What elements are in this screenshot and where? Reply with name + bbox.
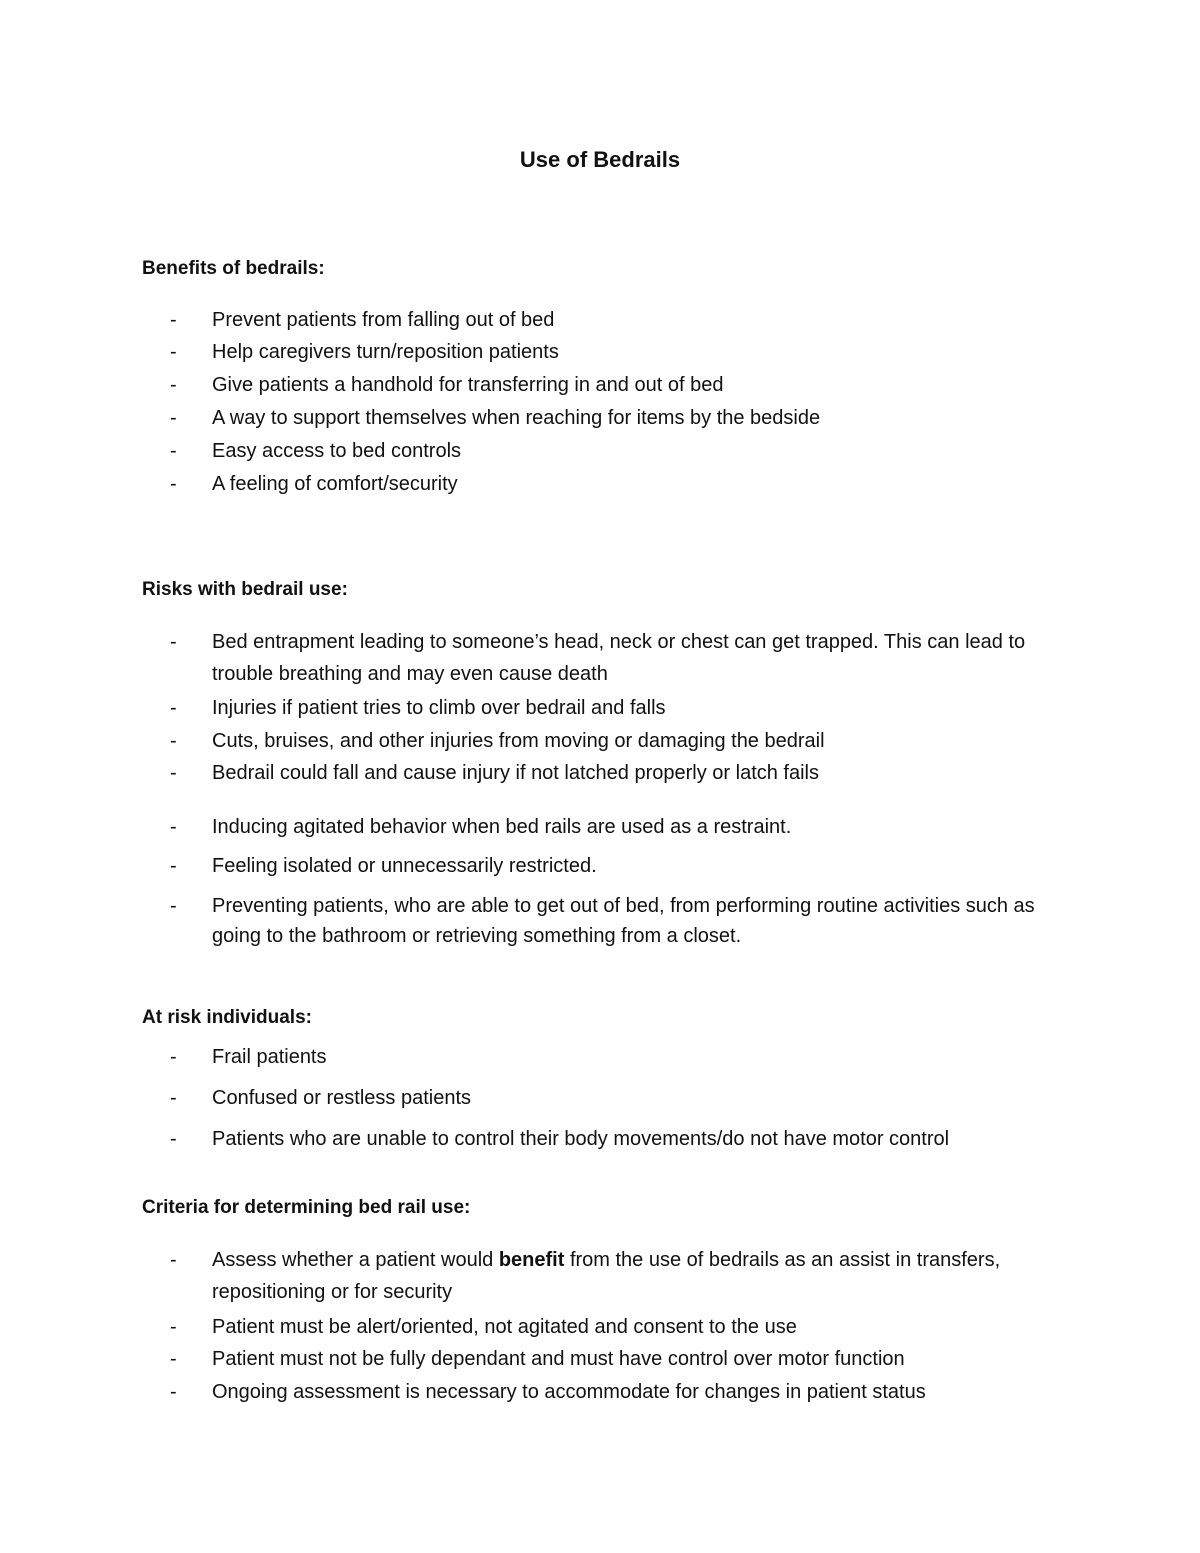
emphasis-text: benefit [498,1249,565,1271]
bullet-dash: - [170,473,177,495]
list-item [170,692,1070,724]
list-item-text: A way to support themselves when reaching for items by the bedside [212,407,821,429]
list-item [170,304,1070,336]
bullet-dash: - [170,309,177,331]
list-item [170,402,1070,434]
bullet-dash: - [170,1348,177,1370]
bullet-dash: - [170,895,177,917]
criteria-heading: Criteria for determining bed rail use: [142,1197,471,1218]
benefits-heading: Benefits of bedrails: [142,258,325,279]
list-item-text [212,1244,1070,1308]
bullet-dash: - [170,1316,177,1338]
list-item [170,435,1070,467]
list-item-text: Patient must be alert/oriented, not agitated and consent to the use [212,1316,797,1338]
list-item-text: Cuts, bruises, and other injuries from moving or damaging the bedrail [212,730,825,752]
bullet-dash: - [170,1381,177,1403]
list-item-text: Confused or restless patients [212,1087,472,1109]
list-item [170,757,1070,789]
list-item-text: Give patients a handhold for transferring in and out of bed [212,374,724,396]
bullet-dash: - [170,1087,177,1109]
list-item [170,1041,1070,1073]
list-item [170,1343,1070,1375]
bullet-dash: - [170,762,177,784]
list-item [170,850,1070,882]
list-item [170,1311,1070,1343]
bullet-dash: - [170,341,177,363]
list-item [170,626,1070,690]
list-item-text: Prevent patients from falling out of bed [212,309,555,331]
list-item [170,811,1070,843]
list-item [170,1123,1070,1155]
risks-heading: Risks with bedrail use: [142,579,348,600]
list-item-text: Easy access to bed controls [212,440,462,462]
list-item-text: Ongoing assessment is necessary to accommodate for changes in patient status [212,1381,926,1403]
list-item-text: Help caregivers turn/reposition patients [212,341,559,363]
bullet-dash: - [170,855,177,877]
list-item [170,725,1070,757]
list-item [170,468,1070,500]
bullet-dash: - [170,631,177,653]
bullet-dash: - [170,730,177,752]
list-item [170,369,1070,401]
text-fragment: Assess whether a patient would [212,1249,499,1271]
list-item-text: Patients who are unable to control their body movements/do not have motor control [212,1128,950,1150]
list-item-text: Patient must not be fully dependant and must have control over motor function [212,1348,905,1370]
bullet-dash: - [170,697,177,719]
list-item-text: Inducing agitated behavior when bed rails are used as a restraint. [212,816,792,838]
list-item-text: Frail patients [212,1046,327,1068]
bullet-dash: - [170,1128,177,1150]
list-item [170,1082,1070,1114]
bullet-dash: - [170,374,177,396]
text-fragment: from the use of bedrails as an assist in transfers, repositioning or for security [212,1249,1001,1303]
page-title: Use of Bedrails [519,147,681,172]
list-item-text: Preventing patients, who are able to get out of bed, from performing routine activities such as going to the bathroom or retrieving something from a closet. [212,895,1035,947]
bullet-dash: - [170,816,177,838]
bullet-dash: - [170,407,177,429]
bullet-dash: - [170,1249,177,1271]
list-item-text: Feeling isolated or unnecessarily restricted. [212,855,597,877]
list-item-text: Injuries if patient tries to climb over bedrail and falls [212,697,666,719]
list-item [170,891,1070,951]
at-risk-heading: At risk individuals: [142,1007,312,1028]
bullet-dash: - [170,440,177,462]
list-item-text: Bed entrapment leading to someone’s head, neck or chest can get trapped. This can lead to trouble breathing and may even cause death [212,631,1026,685]
list-item-text: A feeling of comfort/security [212,473,458,495]
list-item [170,1376,1070,1408]
bullet-dash: - [170,1046,177,1068]
list-item [170,1244,1070,1308]
list-item [170,336,1070,368]
list-item-text: Bedrail could fall and cause injury if not latched properly or latch fails [212,762,819,784]
